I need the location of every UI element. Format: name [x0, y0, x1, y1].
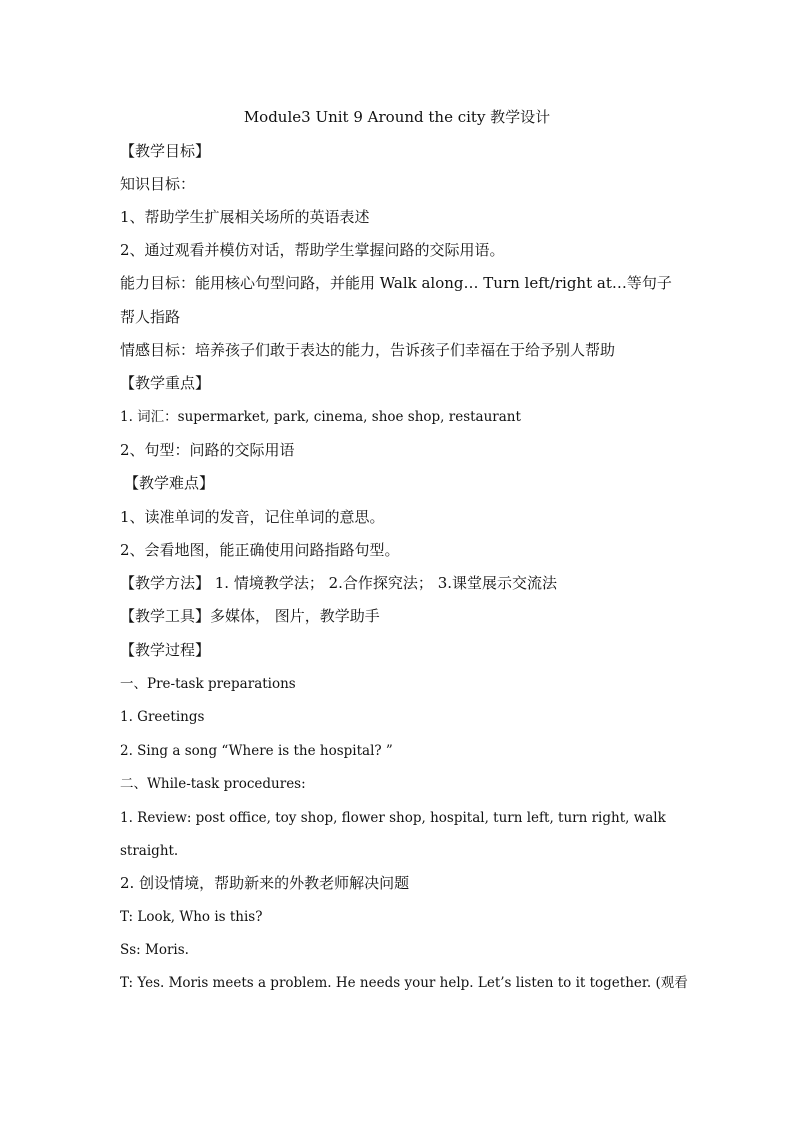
difficulty-1: 1、读准单词的发音，记住单词的意思。: [120, 508, 385, 526]
knowledge-goals-label: 知识目标：: [120, 175, 196, 193]
key-point-vocabulary: 1. 词汇：supermarket, park, cinema, shoe shop, restaurant: [120, 409, 521, 425]
ability-goal-continued: 帮人指路: [120, 308, 181, 326]
ability-goal: 能力目标：能用核心句型问路，并能用 Walk along… Turn left/right at…等句子: [120, 274, 672, 292]
step-sing-song: 2. Sing a song “Where is the hospital? ”: [120, 743, 393, 759]
heading-objectives: 【教学目标】: [120, 142, 211, 160]
difficulty-2: 2、会看地图，能正确使用问路指路句型。: [120, 541, 400, 559]
step-review: 1. Review: post office, toy shop, flower shop, hospital, turn left, turn right, walk: [120, 810, 666, 826]
section-while-task: 二、While-task procedures:: [120, 776, 306, 792]
heading-key-points: 【教学重点】: [120, 374, 211, 392]
dialogue-teacher-2: T: Yes. Moris meets a problem. He needs your help. Let’s listen to it together. (观看: [120, 975, 688, 991]
knowledge-goal-2: 2、通过观看并模仿对话，帮助学生掌握问路的交际用语。: [120, 241, 505, 259]
section-pre-task: 一、Pre-task preparations: [120, 676, 296, 692]
teaching-methods: 【教学方法】 1. 情境教学法； 2.合作探究法； 3.课堂展示交流法: [120, 574, 558, 592]
knowledge-goal-1: 1、帮助学生扩展相关场所的英语表述: [120, 208, 370, 226]
heading-process: 【教学过程】: [120, 641, 211, 659]
step-review-continued: straight.: [120, 843, 179, 859]
step-greetings: 1. Greetings: [120, 709, 205, 725]
dialogue-students-1: Ss: Moris.: [120, 942, 189, 958]
step-create-situation: 2. 创设情境，帮助新来的外教老师解决问题: [120, 874, 410, 892]
heading-difficulties: 【教学难点】: [124, 474, 215, 492]
teaching-tools: 【教学工具】多媒体， 图片，教学助手: [120, 607, 380, 625]
emotion-goal: 情感目标：培养孩子们敢于表达的能力，告诉孩子们幸福在于给予别人帮助: [120, 341, 616, 359]
dialogue-teacher-1: T: Look, Who is this?: [120, 909, 263, 925]
document-title: Module3 Unit 9 Around the city 教学设计: [243, 108, 551, 126]
key-point-sentences: 2、句型：问路的交际用语: [120, 441, 295, 459]
